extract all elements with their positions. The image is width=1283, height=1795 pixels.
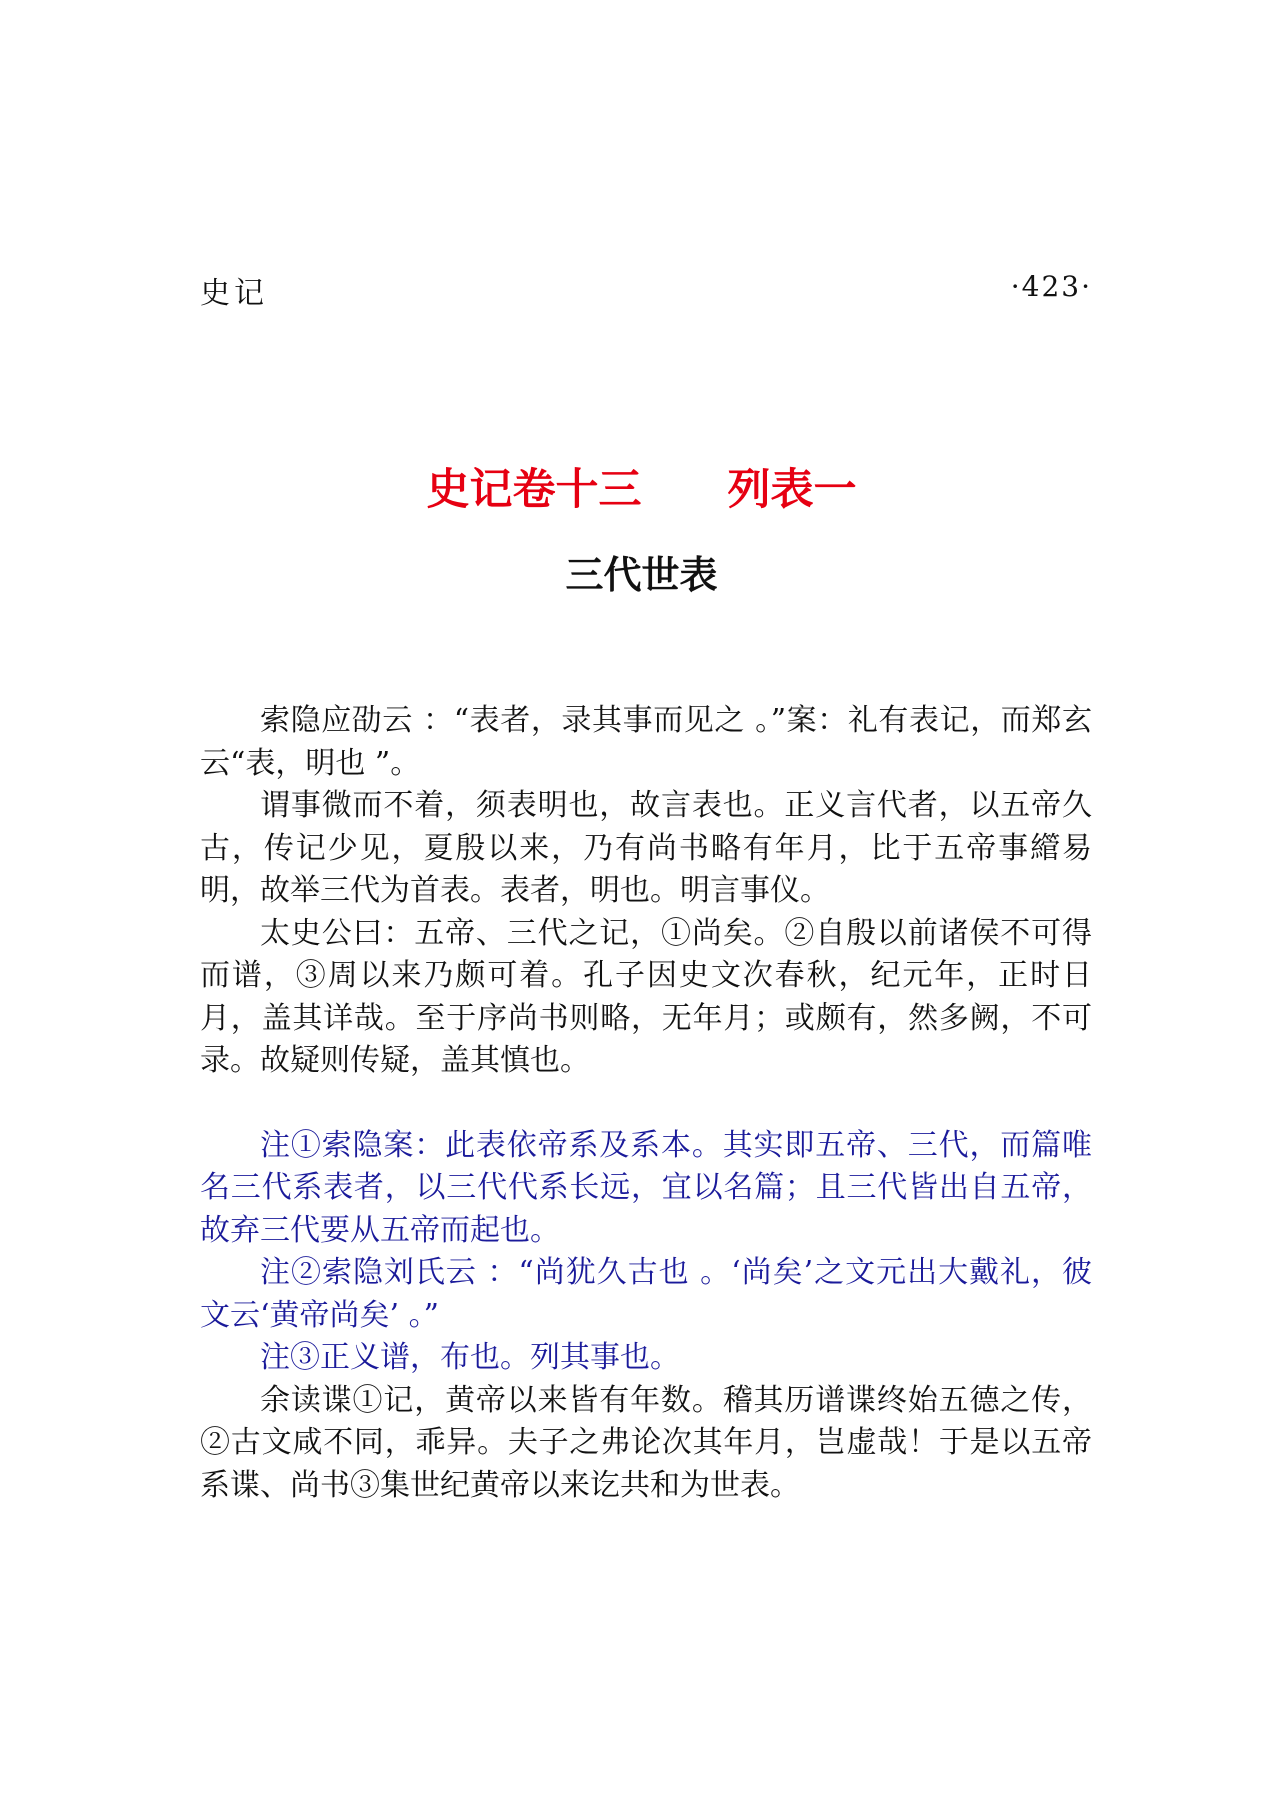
- page-number: ·423·: [1010, 270, 1092, 303]
- note-1: 注①索隐案：此表依帝系及系本。其实即五帝、三代，而篇唯名三代系表者，以三代代系长远，宜以名篇；且三代皆出自五帝，故弃三代要从五帝而起也。: [200, 1127, 1092, 1248]
- note-3: 注③正义谱，布也。列其事也。: [260, 1340, 680, 1375]
- paragraph-1: 索隐应劭云 ：“表者，录其事而见之 。”案：礼有表记，而郑玄云“表，明也 ”。: [200, 703, 1092, 781]
- chapter-title: 史记卷十三 列表一: [426, 465, 857, 515]
- book-name: 史记: [200, 276, 268, 311]
- paragraph-4: 余读谍①记，黄帝以来皆有年数。稽其历谱谍终始五德之传，②古文咸不同，乖异。夫子之弗论次其年月，岂虚哉！于是以五帝系谍、尚书③集世纪黄帝以来讫共和为世表。: [200, 1382, 1092, 1503]
- running-head: [200, 268, 1092, 311]
- paragraph-2: 谓事微而不着，须表明也，故言表也。正义言代者，以五帝久古，传记少见，夏殷以来，乃有尚书略有年月，比于五帝事䌣易明，故举三代为首表。表者，明也。明言事仪。: [200, 788, 1092, 908]
- note-2: 注②索隐刘氏云 ：“尚犹久古也 。‘尚矣’之文元出大戴礼，彼文云‘黄帝尚矣’ 。”: [200, 1255, 1092, 1333]
- section-title: 三代世表: [565, 553, 718, 597]
- body-text: [200, 700, 1092, 1507]
- paragraph-3: 太史公曰：五帝、三代之记，①尚矣。②自殷以前诸侯不可得而谱，③周以来乃颇可着。孔子因史文次春秋，纪元年，正时日月，盖其详哉。至于序尚书则略，无年月；或颇有，然多阙，不可录。故疑则传疑，盖其慎也。: [200, 915, 1092, 1078]
